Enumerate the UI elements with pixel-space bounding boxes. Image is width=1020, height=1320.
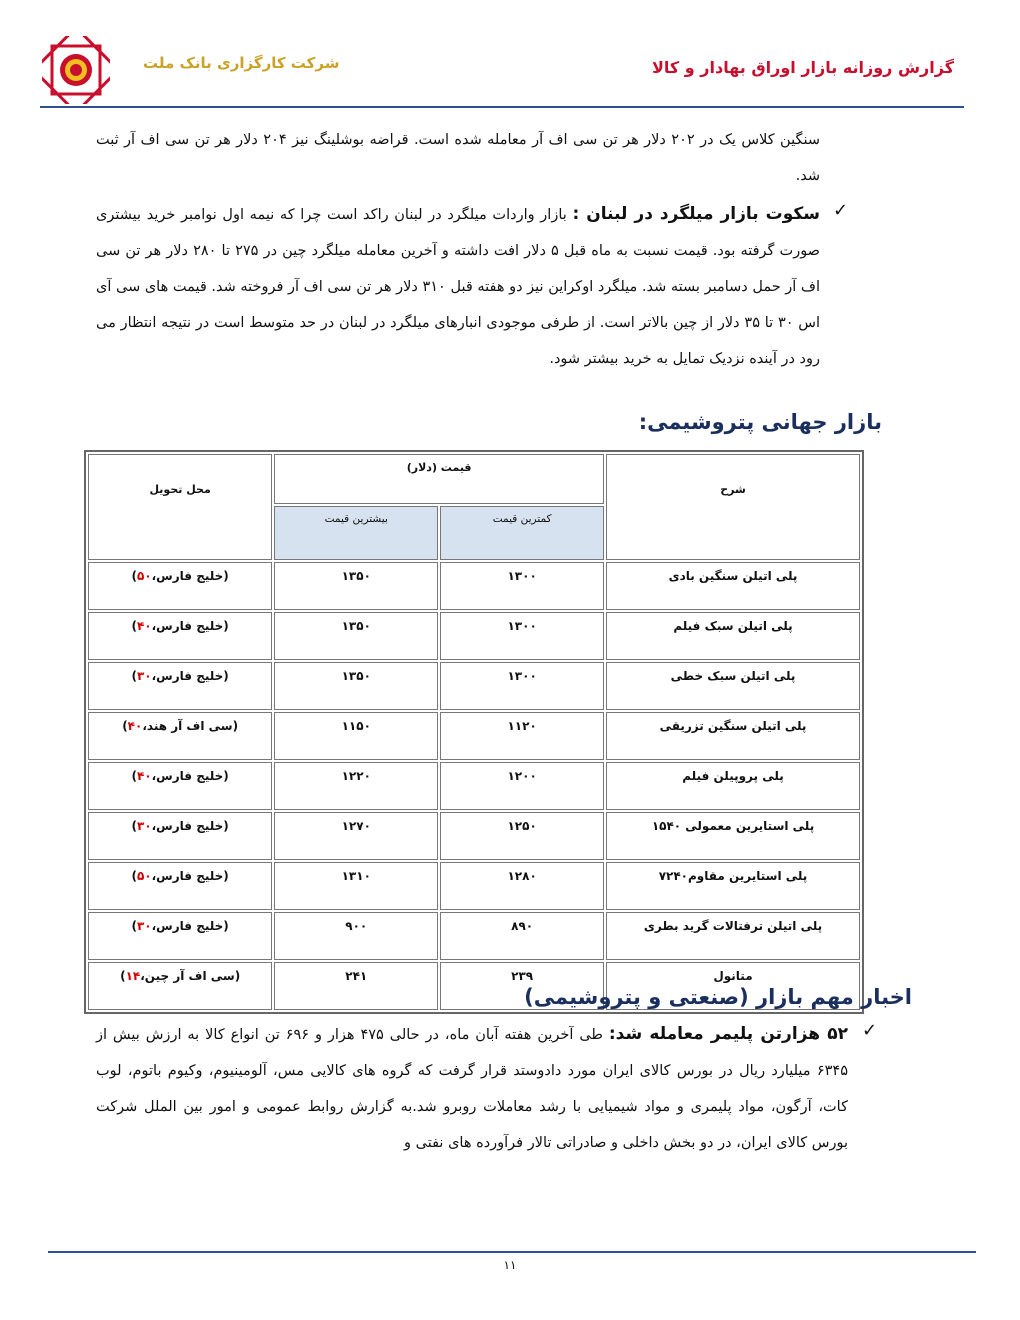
header-description: شرح <box>606 454 860 560</box>
location-label: (خلیج فارس، <box>151 919 229 933</box>
table-row <box>88 862 860 910</box>
product-name: پلی اتیلن سبک خطی <box>606 662 860 710</box>
delivery-location <box>88 762 272 810</box>
min-price: ۱۳۰۰ <box>440 662 604 710</box>
min-price: ۸۹۰ <box>440 912 604 960</box>
location-close: ) <box>131 919 137 933</box>
delivery-location <box>88 912 272 960</box>
location-number: ۴۰ <box>136 619 152 633</box>
table-row <box>88 712 860 760</box>
table-row <box>88 762 860 810</box>
product-name: پلی پروپیلن فیلم <box>606 762 860 810</box>
location-close: ) <box>122 719 128 733</box>
header-divider <box>40 106 964 108</box>
header-delivery-location: محل تحویل <box>88 454 272 560</box>
lebanon-rebar-text: بازار واردات میلگرد در لبنان راکد است چرا که نیمه اول نوامبر خرید بیشتری صورت گرفته بود. قیمت نسبت به ماه قبل ۵ دلار افت داشته و آخرین معامله میلگرد چین در ۲۷۵ تا ۲۸۰ دلار هر تن سی اف آر حمل دسامبر بسته شد. میلگرد اوکراین نیز دو هفته قبل ۳۱۰ دلار هر تن سی اف آر فروخته شد. قیمت های سی آی اس ۳۰ تا ۳۵ دلار از چین بالاتر است. از طرفی موجودی انبارهای میلگرد در لبنان در حد متوسط است در نتیجه انتظار می رود در آینده نزدیک تمایل به خرید بیشتر شود. <box>96 207 821 367</box>
location-label: (سی اف آر چین، <box>140 969 241 983</box>
news-text: طی آخرین هفته آبان ماه، در حالی ۴۷۵ هزار و ۶۹۶ تن انواع کالا به ارزش بیش از ۶۳۴۵ میلیارد ریال در بورس کالای ایران مورد دادوستد قرار گرفت که گروه های کالایی مس، آلومینیوم، وکیوم باتوم، لوب کات، آرگون، مواد پلیمری و مواد شیمیایی با رشد معاملات روبرو شد.به گزارش روابط عمومی و امور بین الملل شرکت بورس کالای ایران، در دو بخش داخلی و صادراتی تالار فرآورده های نفتی و <box>96 1027 848 1151</box>
delivery-location <box>88 962 272 1010</box>
header-max-price: بیشترین قیمت <box>274 506 438 560</box>
max-price: ۱۳۵۰ <box>274 562 438 610</box>
product-name: پلی اتیلن سنگین تزریقی <box>606 712 860 760</box>
location-close: ) <box>131 669 137 683</box>
location-number: ۴۰ <box>136 769 152 783</box>
table-row <box>88 562 860 610</box>
min-price: ۱۳۰۰ <box>440 562 604 610</box>
max-price: ۱۳۵۰ <box>274 662 438 710</box>
table-row <box>88 612 860 660</box>
petrochemical-price-table <box>84 450 864 1014</box>
product-name: پلی استایرین مقاوم۷۲۴۰ <box>606 862 860 910</box>
table-row <box>88 662 860 710</box>
section-title-petrochemical: بازار جهانی پتروشیمی: <box>638 410 882 434</box>
location-label: (خلیج فارس، <box>151 769 229 783</box>
max-price: ۱۲۷۰ <box>274 812 438 860</box>
location-label: (خلیج فارس، <box>151 819 229 833</box>
delivery-location <box>88 862 272 910</box>
product-name: متانول <box>606 962 860 1010</box>
max-price: ۱۳۵۰ <box>274 612 438 660</box>
delivery-location <box>88 662 272 710</box>
min-price: ۱۲۰۰ <box>440 762 604 810</box>
location-close: ) <box>131 769 137 783</box>
header-min-price: کمترین قیمت <box>440 506 604 560</box>
news-paragraph <box>96 1016 848 1161</box>
max-price: ۹۰۰ <box>274 912 438 960</box>
product-name: پلی اتیلن ترفتالات گرید بطری <box>606 912 860 960</box>
delivery-location <box>88 612 272 660</box>
company-name: شرکت کارگزاری بانک ملت <box>143 54 340 72</box>
max-price: ۱۲۲۰ <box>274 762 438 810</box>
checkmark-icon: ✓ <box>833 200 849 221</box>
product-name: پلی استایرین معمولی ۱۵۴۰ <box>606 812 860 860</box>
location-label: (خلیج فارس، <box>151 869 229 883</box>
max-price: ۱۳۱۰ <box>274 862 438 910</box>
location-number: ۳۰ <box>136 919 152 933</box>
bank-mellat-logo-icon <box>42 36 110 104</box>
location-label: (خلیج فارس، <box>151 669 229 683</box>
location-number: ۳۰ <box>136 819 152 833</box>
location-number: ۱۴ <box>125 969 141 983</box>
delivery-location <box>88 712 272 760</box>
location-label: (خلیج فارس، <box>151 619 229 633</box>
min-price: ۱۲۵۰ <box>440 812 604 860</box>
location-number: ۵۰ <box>136 569 152 583</box>
product-name: پلی اتیلن سبک فیلم <box>606 612 860 660</box>
delivery-location <box>88 812 272 860</box>
min-price: ۱۲۸۰ <box>440 862 604 910</box>
location-label: (خلیج فارس، <box>151 569 229 583</box>
checkmark-icon: ✓ <box>862 1020 878 1041</box>
page-header <box>40 30 964 108</box>
page-number: ۱۱ <box>503 1258 517 1272</box>
news-title: ۵۲ هزارتن پلیمر معامله شد: <box>608 1024 848 1044</box>
location-number: ۳۰ <box>136 669 152 683</box>
location-close: ) <box>131 869 137 883</box>
location-label: (سی اف آر هند، <box>142 719 239 733</box>
continued-paragraph: سنگین کلاس یک در ۲۰۲ دلار هر تن سی اف آر معامله شده است. قراضه بوشلینگ نیز ۲۰۴ دلار هر تن سی اف آر ثبت شد. <box>96 132 820 184</box>
location-number: ۵۰ <box>136 869 152 883</box>
header-price: قیمت (دلار) <box>274 454 604 504</box>
location-close: ) <box>120 969 126 983</box>
footer-divider <box>48 1251 976 1253</box>
min-price: ۱۱۲۰ <box>440 712 604 760</box>
max-price: ۱۱۵۰ <box>274 712 438 760</box>
section-title-market-news: اخبار مهم بازار (صنعتی و پتروشیمی) <box>524 985 912 1009</box>
min-price: ۱۳۰۰ <box>440 612 604 660</box>
lebanon-rebar-title: سکوت بازار میلگرد در لبنان : <box>572 204 820 224</box>
location-number: ۴۰ <box>127 719 143 733</box>
report-title: گزارش روزانه بازار اوراق بهادار و کالا <box>651 58 954 77</box>
location-close: ) <box>131 569 137 583</box>
product-name: پلی اتیلن سنگین بادی <box>606 562 860 610</box>
table-row <box>88 912 860 960</box>
min-price: ۲۳۹ <box>440 962 604 1010</box>
delivery-location <box>88 562 272 610</box>
location-close: ) <box>131 619 137 633</box>
lebanon-rebar-paragraph <box>96 196 820 377</box>
location-close: ) <box>131 819 137 833</box>
table-row <box>88 812 860 860</box>
max-price: ۲۴۱ <box>274 962 438 1010</box>
